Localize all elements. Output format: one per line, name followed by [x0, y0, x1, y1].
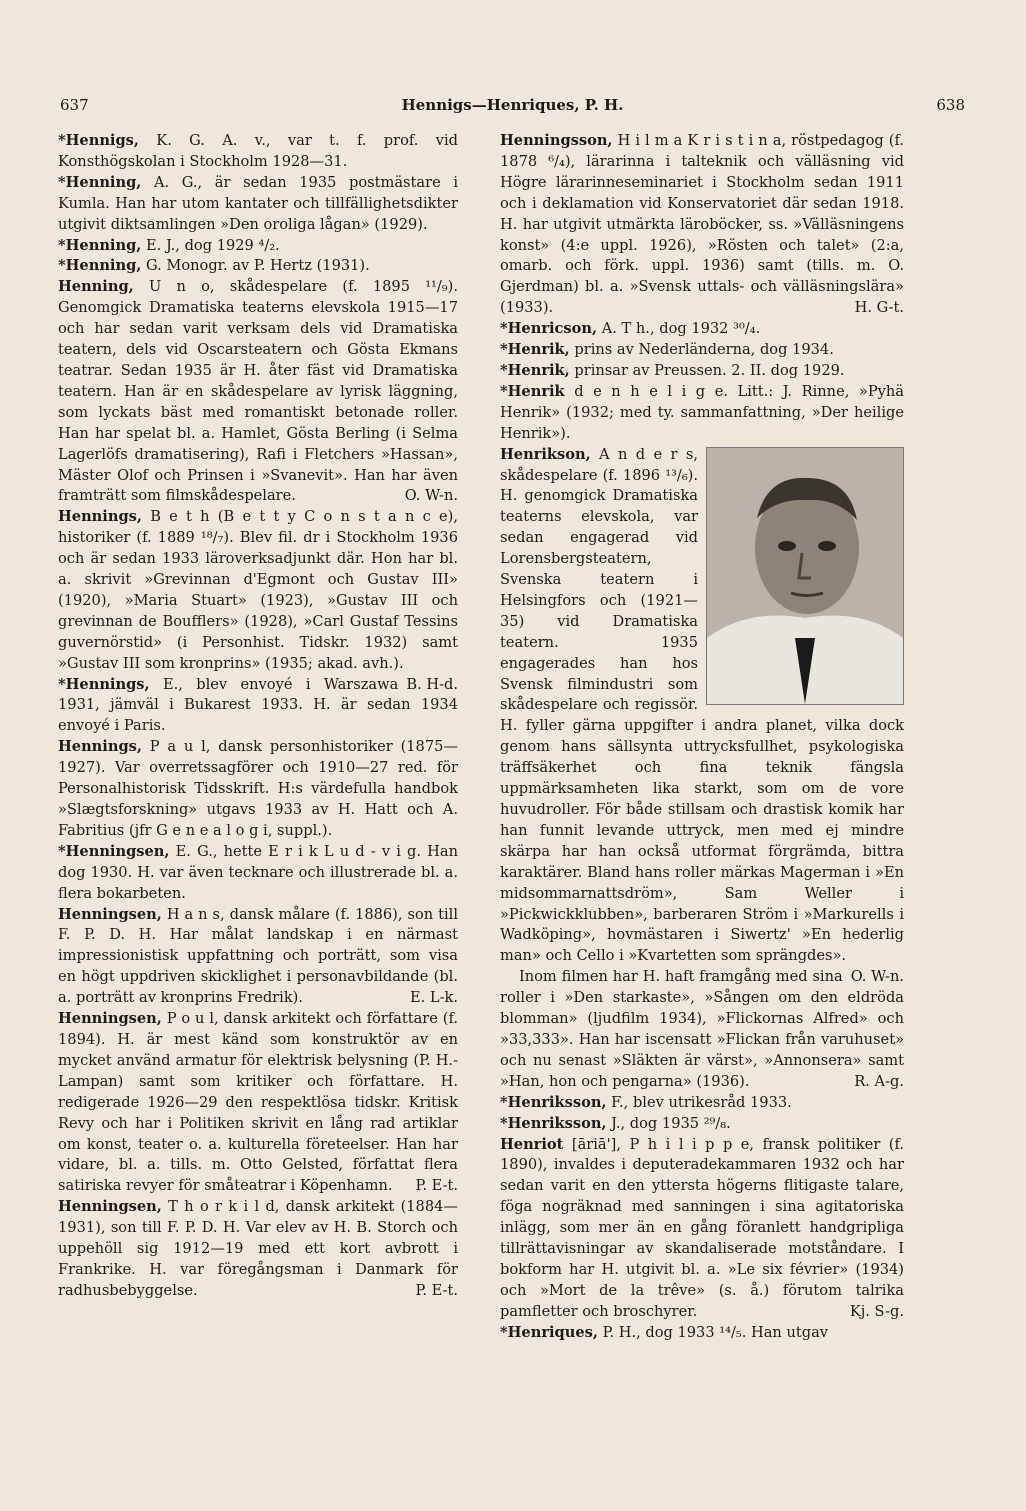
headword: *Henning,	[58, 173, 142, 191]
headword: *Henriques,	[500, 1323, 598, 1341]
entry-text: E. J., dog 1929 ⁴/₂.	[141, 236, 280, 254]
entry	[58, 1009, 458, 1197]
page-header	[60, 96, 965, 120]
entry	[58, 256, 458, 277]
entry	[500, 340, 904, 361]
entry-text: H i l m a K r i s t i n a, röstpedagog (f. 1878 ⁶/₄), lärarinna i talteknik och välläsning vid Högre lärarinneseminariet i Stockholm sedan 1911 och i deklamation vid Konservatoriet där sedan 1918. H. har utgivit utmärkta läroböcker, ss. »Välläsningens konst» (4:e uppl. 1926), »Rösten och talet» (2:a, omarb. och förk. uppl. 1936) samt (tills. m. O. Gjerdman) bl. a. »Svensk uttals- och välläsningslära» (1933).	[500, 132, 904, 317]
entry	[500, 361, 904, 382]
entry-text: A. T h., dog 1932 ³⁰/₄.	[597, 320, 761, 338]
page-number-right: 638	[936, 96, 965, 114]
headword: *Hennigs,	[58, 132, 139, 149]
headword: Henningsson,	[500, 132, 613, 149]
headword: *Hennings,	[58, 675, 150, 693]
author-signature: H. G-t.	[854, 299, 904, 317]
entry-text: E. G., hette E r i k L u d - v i g. Han dog 1930. H. var även tecknare och illustrerade bl. a. flera bokarbeten.	[58, 842, 458, 902]
headword: Hennings,	[58, 738, 142, 756]
headword: Hennings,	[58, 508, 142, 526]
entry	[500, 1135, 904, 1323]
entry-text: [āriā'], P h i l i p p e, fransk politiker (f. 1890), invaldes i deputeradekammaren 1932 och har sedan varit en den yttersta högerns flitigaste talare, föga nogräknad med sanningen i sina agitatoriska inlägg, som mer än en gång föranlett handgripliga tillrättavisningar av skandaliserade motståndare. I bokform har H. utgivit bl. a. »Le six février» (1934) och »Mort de la trêve» (s. å.) förutom talrika pamfletter och broschyrer.	[500, 1135, 904, 1320]
entry-text: A. G., är sedan 1935 postmästare i Kumla. Han har utom kantater och tillfällighetsdikter utgivit diktsamlingen »Den oroliga lågan» (1929).	[58, 173, 458, 233]
headword: *Henning,	[58, 257, 142, 275]
entry-text: U n o, skådespelare (f. 1895 ¹¹/₉). Genomgick Dramatiska teaterns elevskola 1915—17 och har sedan varit verksam dels vid Dramatiska teatern, dels vid Oscarsteatern och Gösta Ekmans teatrar. Sedan 1935 är H. åter fäst vid Dramatiska teatern. Han är en skådespelare av lyrisk läggning, som lyckats bäst med romantiskt betonade roller. Han har spelat bl. a. Hamlet, Gösta Berling (i Selma Lagerlöfs dramatisering), Rafi i Fletchers »Hassan», Mäster Olof och Prinsen i »Svanevit». Han har även framträtt som filmskådespelare.	[58, 278, 458, 505]
author-signature: O. W-n.	[404, 487, 458, 505]
entry-text: F., blev utrikesråd 1933.	[606, 1093, 792, 1111]
entry	[500, 131, 904, 319]
headword: *Henrik,	[500, 361, 570, 379]
author-signature: B. H-d.	[406, 675, 458, 693]
author-signature: P. E-t.	[415, 1281, 458, 1299]
entry-text: K. G. A. v., var t. f. prof. vid Konsthögskolan i Stockholm 1928—31.	[58, 132, 458, 170]
entry	[58, 173, 458, 236]
entry	[500, 445, 904, 986]
entry	[500, 1093, 904, 1114]
page-number-left: 637	[60, 96, 89, 114]
headword: Henriot	[500, 1135, 564, 1153]
headword: *Henricson,	[500, 320, 598, 338]
entry	[58, 675, 458, 738]
headword: *Henningsen,	[58, 842, 170, 860]
headword: *Henriksson,	[500, 1093, 607, 1111]
entry	[58, 131, 458, 173]
entry-text: G. Monogr. av P. Hertz (1931).	[141, 257, 370, 275]
entry-text: B e t h (B e t t y C o n s t a n c e), historiker (f. 1889 ¹⁸/₇). Blev fil. dr i Stockholm 1936 och är sedan 1933 läroverksadjunkt där. Hon har bl. a. skrivit »Grevinnan d'Egmont och Gustav III» (1920), »Maria Stuart» (1923), »Gustav III och grevinnan de Boufflers» (1928), »Carl Gustaf Tessins guvernörstid» (i Personhist. Tidskr. 1932) samt »Gustav III som kronprins» (1935; akad. avh.).	[58, 508, 458, 672]
left-column	[58, 131, 458, 1302]
entry-text: P a u l, dansk personhistoriker (1875—1927). Var overretssagförer och 1910—27 red. för Personalhistorisk Tidsskrift. H:s värdefulla handbok »Slægtsforskning» utgavs 1933 av H. Hatt och A. Fabritius (jfr G e n e a l o g i, suppl.).	[58, 738, 458, 839]
author-signature: P. E-t.	[415, 1177, 458, 1195]
right-column	[500, 131, 904, 1344]
entry	[500, 319, 904, 340]
entry-text: H a n s, dansk målare (f. 1886), son till F. P. D. H. Har målat landskap i en närmast impressionistisk uppfattning och porträtt, som visa en högt uppdriven skicklighet i personavbildande (bl. a. porträtt av kronprins Fredrik).	[58, 905, 458, 1007]
author-signature: R. A-g.	[854, 1072, 904, 1090]
entry-text: P. H., dog 1933 ¹⁴/₅. Han utgav	[597, 1323, 829, 1341]
portrait-photo	[706, 447, 904, 705]
headword: Henning,	[58, 278, 134, 296]
entry	[58, 737, 458, 842]
entry	[500, 1114, 904, 1135]
entry	[58, 842, 458, 905]
entry-text: A n d e r s, skådespelare (f. 1896 ¹³/₆). H. genomgick Dramatiska teaterns elevskola, var sedan engagerad vid Lorensbergsteatern, Svenska teatern i Helsingfors och (1921—35) vid Dramatiska teatern. 1935 engagerades han hos Svensk filmindustri som skådespelare och regissör. H. fyller gärna uppgifter i andra planet, vilka dock genom hans sällsynta uttrycksfullhet, psykologiska träffsäkerhet och fina teknik fängsla uppmärksamheten lika starkt, som om de vore huvudroller. För både stillsam och drastisk komik har han funnit levande uttryck, men med ej mindre skärpa har han också utformat förgrämda, bittra karaktärer. Bland hans roller märkas Magerman i »En midsommarnattsdröm», Sam Weller i »Pickwickklubben», barberaren Ström i »Markurells i Wadköping», hovmästaren i Siwertz' »En hederlig man» och Cello i »Kvartetten som sprängdes».	[500, 445, 904, 965]
running-title: Hennigs—Henriques, P. H.	[401, 96, 624, 114]
headword: *Henrik,	[500, 341, 570, 359]
entry-text: E., blev envoyé i Warszawa 1931, jämväl i Bukarest 1933. H. är sedan 1934 envoyé i Paris.	[58, 675, 458, 735]
entry	[58, 277, 458, 507]
headword: *Henning,	[58, 236, 142, 254]
headword: *Henrik	[500, 382, 565, 400]
entry	[58, 236, 458, 257]
headword: Henningsen,	[58, 905, 162, 923]
entry-text: prins av Nederländerna, dog 1934.	[569, 341, 834, 359]
author-signature: E. L-k.	[409, 989, 458, 1007]
entry-text: d e n h e l i g e. Litt.: J. Rinne, »Pyhä Henrik» (1932; med ty. sammanfattning, »Der heilige Henrik»).	[500, 382, 904, 442]
author-signature: O. W-n.	[850, 968, 904, 986]
headword: *Henriksson,	[500, 1114, 607, 1132]
entry	[58, 905, 458, 1010]
headword: Henrikson,	[500, 445, 591, 463]
author-signature: Kj. S-g.	[849, 1302, 904, 1320]
entry-text: P o u l, dansk arkitekt och författare (f. 1894). H. är mest känd som konstruktör av en mycket använd armatur för elektrisk belysning (P. H.-Lampan) samt som kritiker och författare. H. redigerade 1926—29 den respektlösa tidskr. Kritisk Revy och har i Politiken skrivit en lång rad artiklar om konst, teater o. a. kulturella företeelser. Han har vidare, bl. a. tills. m. Otto Gelsted, författat flera satiriska revyer för småteatrar i Köpenhamn.	[58, 1010, 458, 1195]
entry	[58, 1197, 458, 1302]
entry	[500, 1323, 904, 1344]
entry	[500, 382, 904, 445]
entry-text: T h o r k i l d, dansk arkitekt (1884—1931), son till F. P. D. H. Var elev av H. B. Storch och uppehöll sig 1912—19 med ett kort avbrott i Frankrike. H. var föregångsman i Danmark för radhusbebyggelse.	[58, 1198, 458, 1299]
entry	[58, 507, 458, 693]
headword: Henningsen,	[58, 1198, 162, 1216]
headword: Henningsen,	[58, 1010, 162, 1028]
entry-text: Inom filmen har H. haft framgång med sina roller i »Den starkaste», »Sången om den eldröda blomman» (ljudfilm 1934), »Flickornas Alfred» och »33,333». Han har iscensatt »Flickan från varuhuset» och nu senast »Släkten är värst», »Annonsera» samt »Han, hon och pengarna» (1936).	[500, 968, 904, 1090]
entry-text: J., dog 1935 ²⁹/₈.	[606, 1114, 731, 1132]
entry-text: prinsar av Preussen. 2. II. dog 1929.	[569, 361, 845, 379]
